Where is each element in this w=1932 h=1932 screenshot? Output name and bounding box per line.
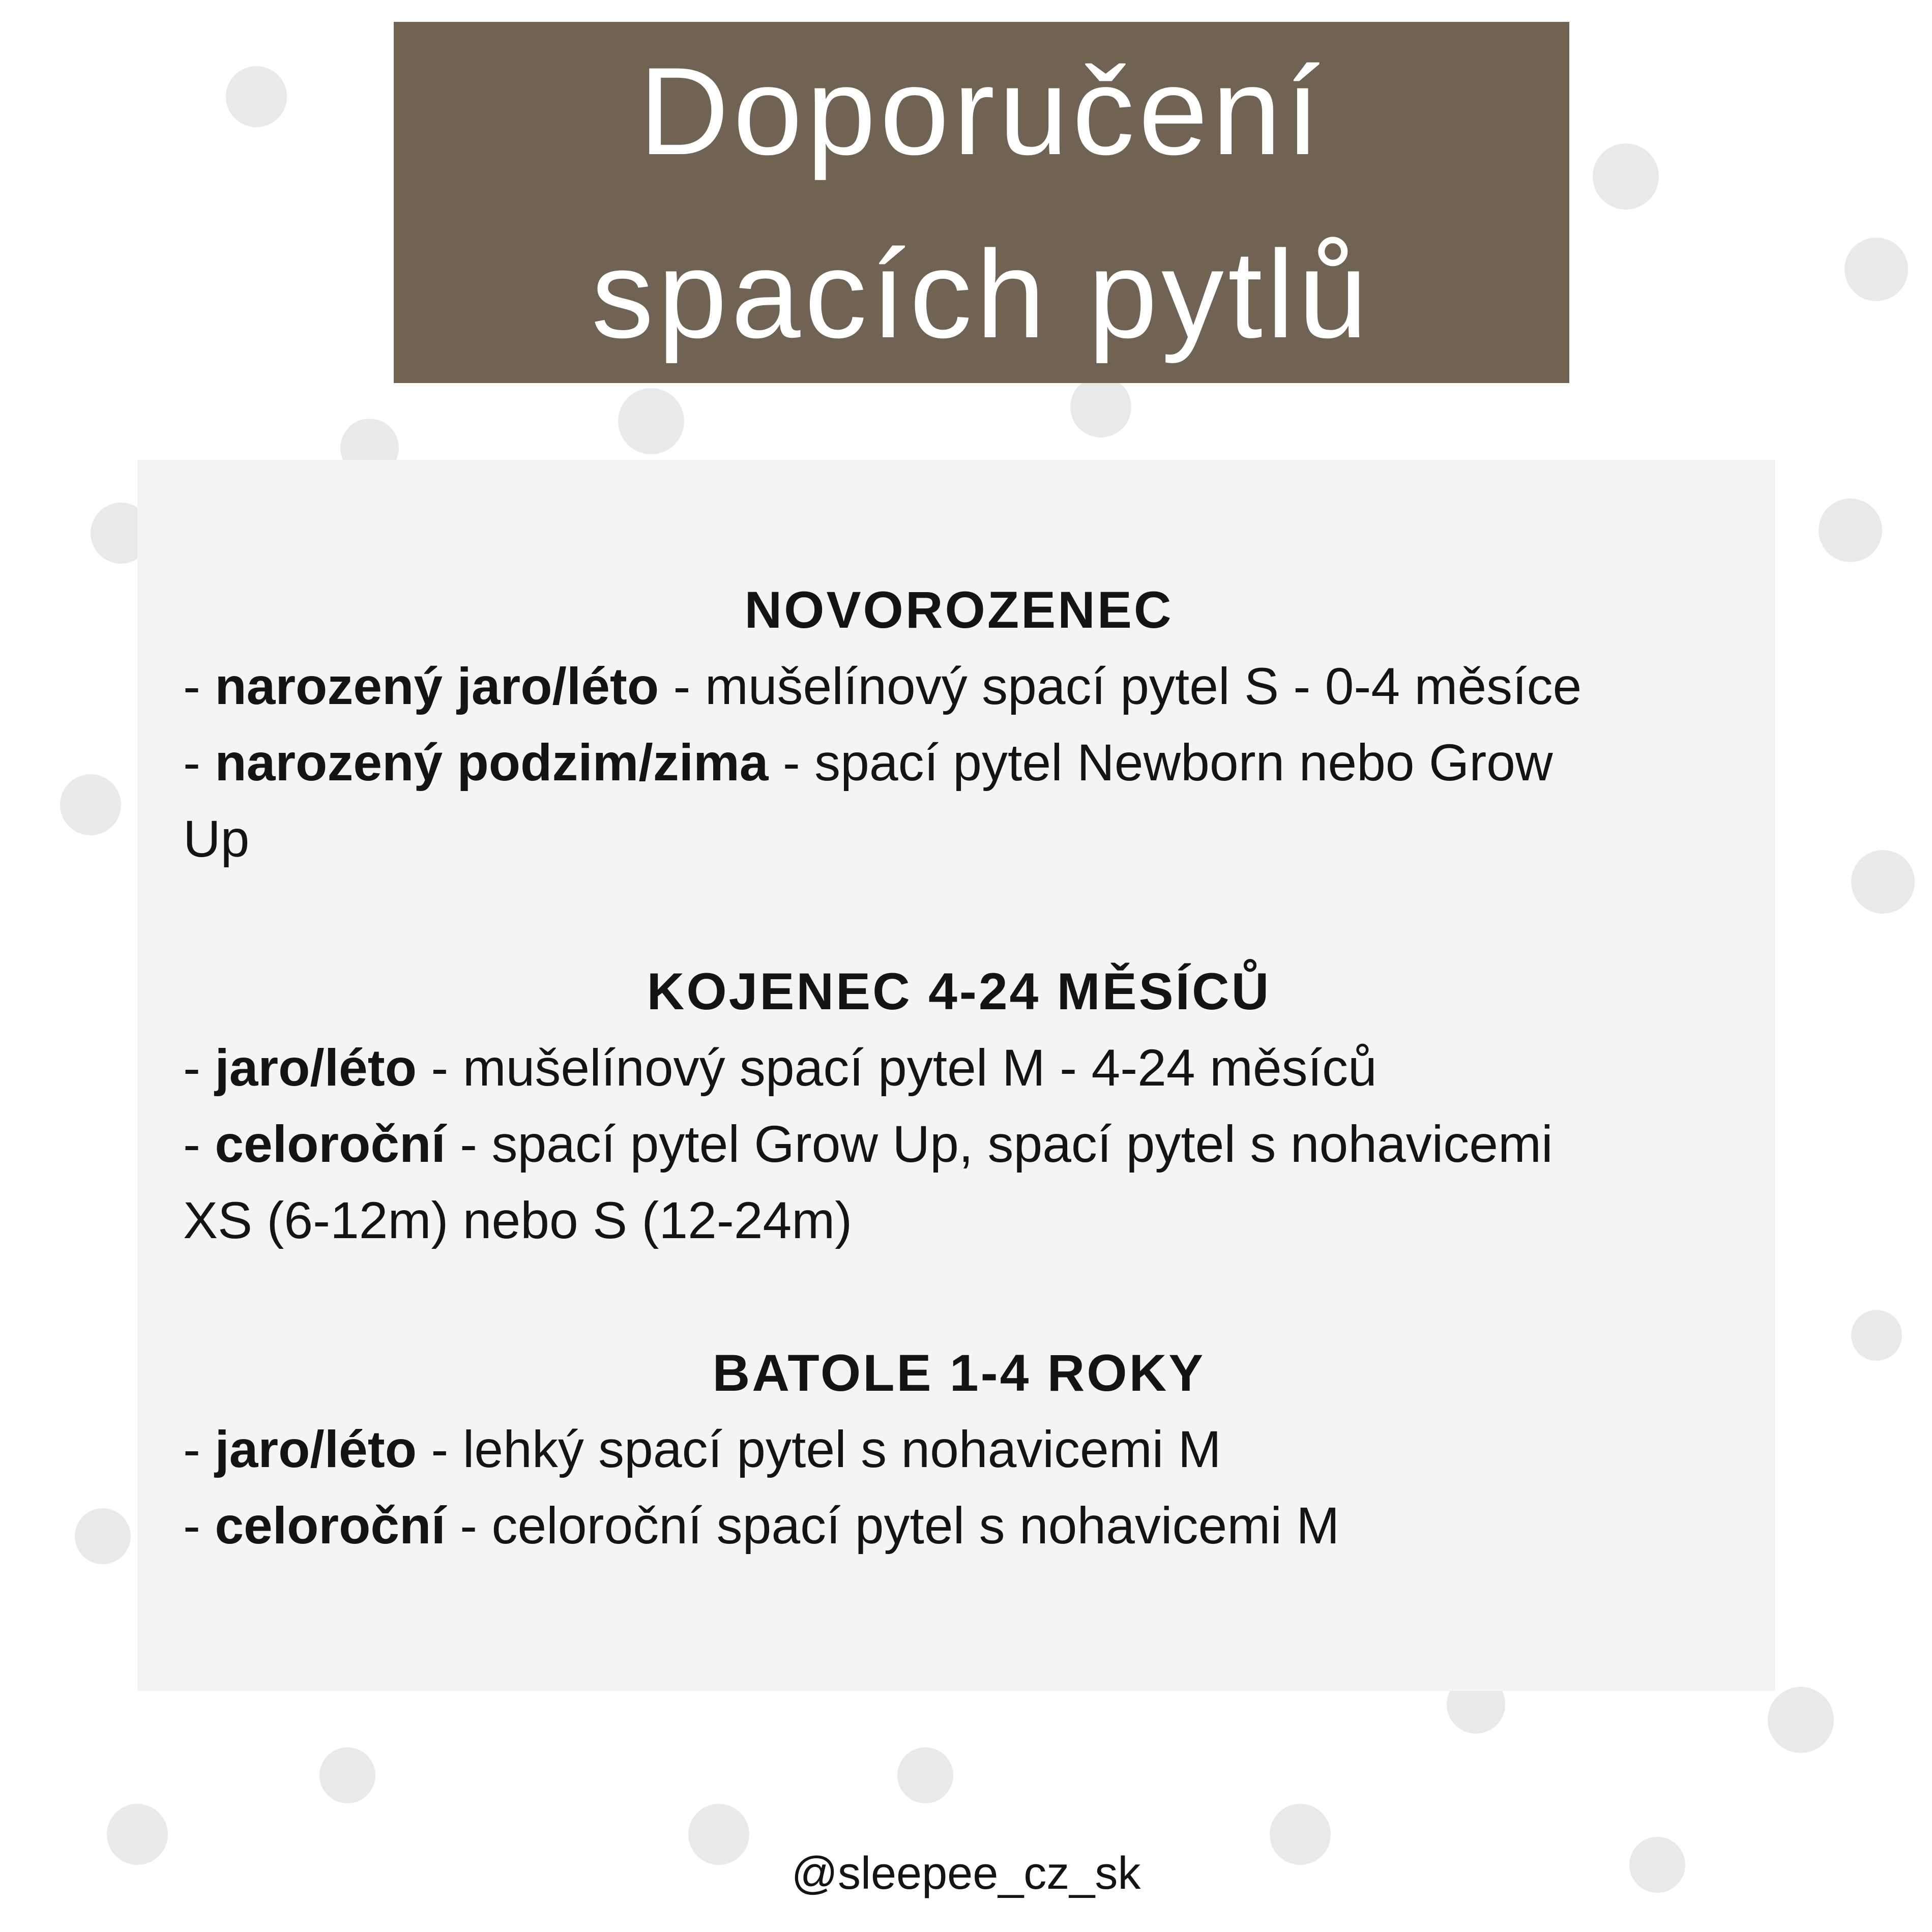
section-heading: KOJENEC 4-24 MĚSÍCŮ [647,962,1271,1020]
bullet-dash: - [183,1497,215,1555]
bullet-label: celoroční [215,1497,446,1555]
bullet-line [183,1487,1735,1564]
background-dot [1851,850,1915,914]
bullet-line [183,801,1735,877]
bullet-text: - lehký spací pytel s nohavicemi M [417,1420,1221,1478]
bullet-text: XS (6-12m) nebo S (12-24m) [183,1191,853,1249]
background-dot [1851,1310,1902,1361]
section-heading: NOVOROZENEC [744,581,1174,639]
bullet-text: - mušelínový spací pytel M - 4-24 měsíců [417,1039,1377,1097]
bullet-text: - spací pytel Newborn nebo Grow [768,734,1553,792]
bullet-label: jaro/léto [215,1039,417,1097]
bullet-line [183,1030,1735,1106]
bullet-line [183,724,1735,801]
page-title-line-2: spacích pytlů [591,224,1372,364]
bullet-line [183,648,1735,724]
bullet-dash: - [183,1420,215,1478]
bullet-text: - mušelínový spací pytel S - 0-4 měsíce [659,657,1582,715]
background-dot [618,388,684,454]
background-dot [1593,143,1659,210]
bullet-dash: - [183,734,215,792]
page-title-line-1: Doporučení [639,41,1324,181]
background-dot [319,1747,375,1803]
background-dot [226,66,287,127]
bullet-label: celoroční [215,1115,446,1173]
instagram-handle: @sleepee_cz_sk [791,1848,1141,1899]
bullet-text: - celoroční spací pytel s nohavicemi M [445,1497,1340,1555]
background-dot [75,1508,131,1564]
background-dot [1768,1687,1834,1753]
background-dot [1845,238,1908,301]
background-dot [1070,376,1131,437]
bullet-text: - spací pytel Grow Up, spací pytel s nohavicemi [445,1115,1553,1173]
title-banner [394,22,1569,383]
background-dot [1819,499,1882,562]
bullet-text: Up [183,810,250,868]
bullet-line [183,1411,1735,1487]
bullet-label: narozený podzim/zima [215,734,769,792]
bullet-line [183,1182,1735,1258]
bullet-line [183,1106,1735,1182]
bullet-dash: - [183,1039,215,1097]
bullet-dash: - [183,657,215,715]
bullet-dash: - [183,1115,215,1173]
background-dot [897,1747,953,1803]
section-heading: BATOLE 1-4 ROKY [712,1344,1206,1402]
bullet-label: narozený jaro/léto [215,657,659,715]
background-dot [60,774,121,835]
recommendations-panel [137,460,1775,1691]
bullet-label: jaro/léto [215,1420,417,1478]
